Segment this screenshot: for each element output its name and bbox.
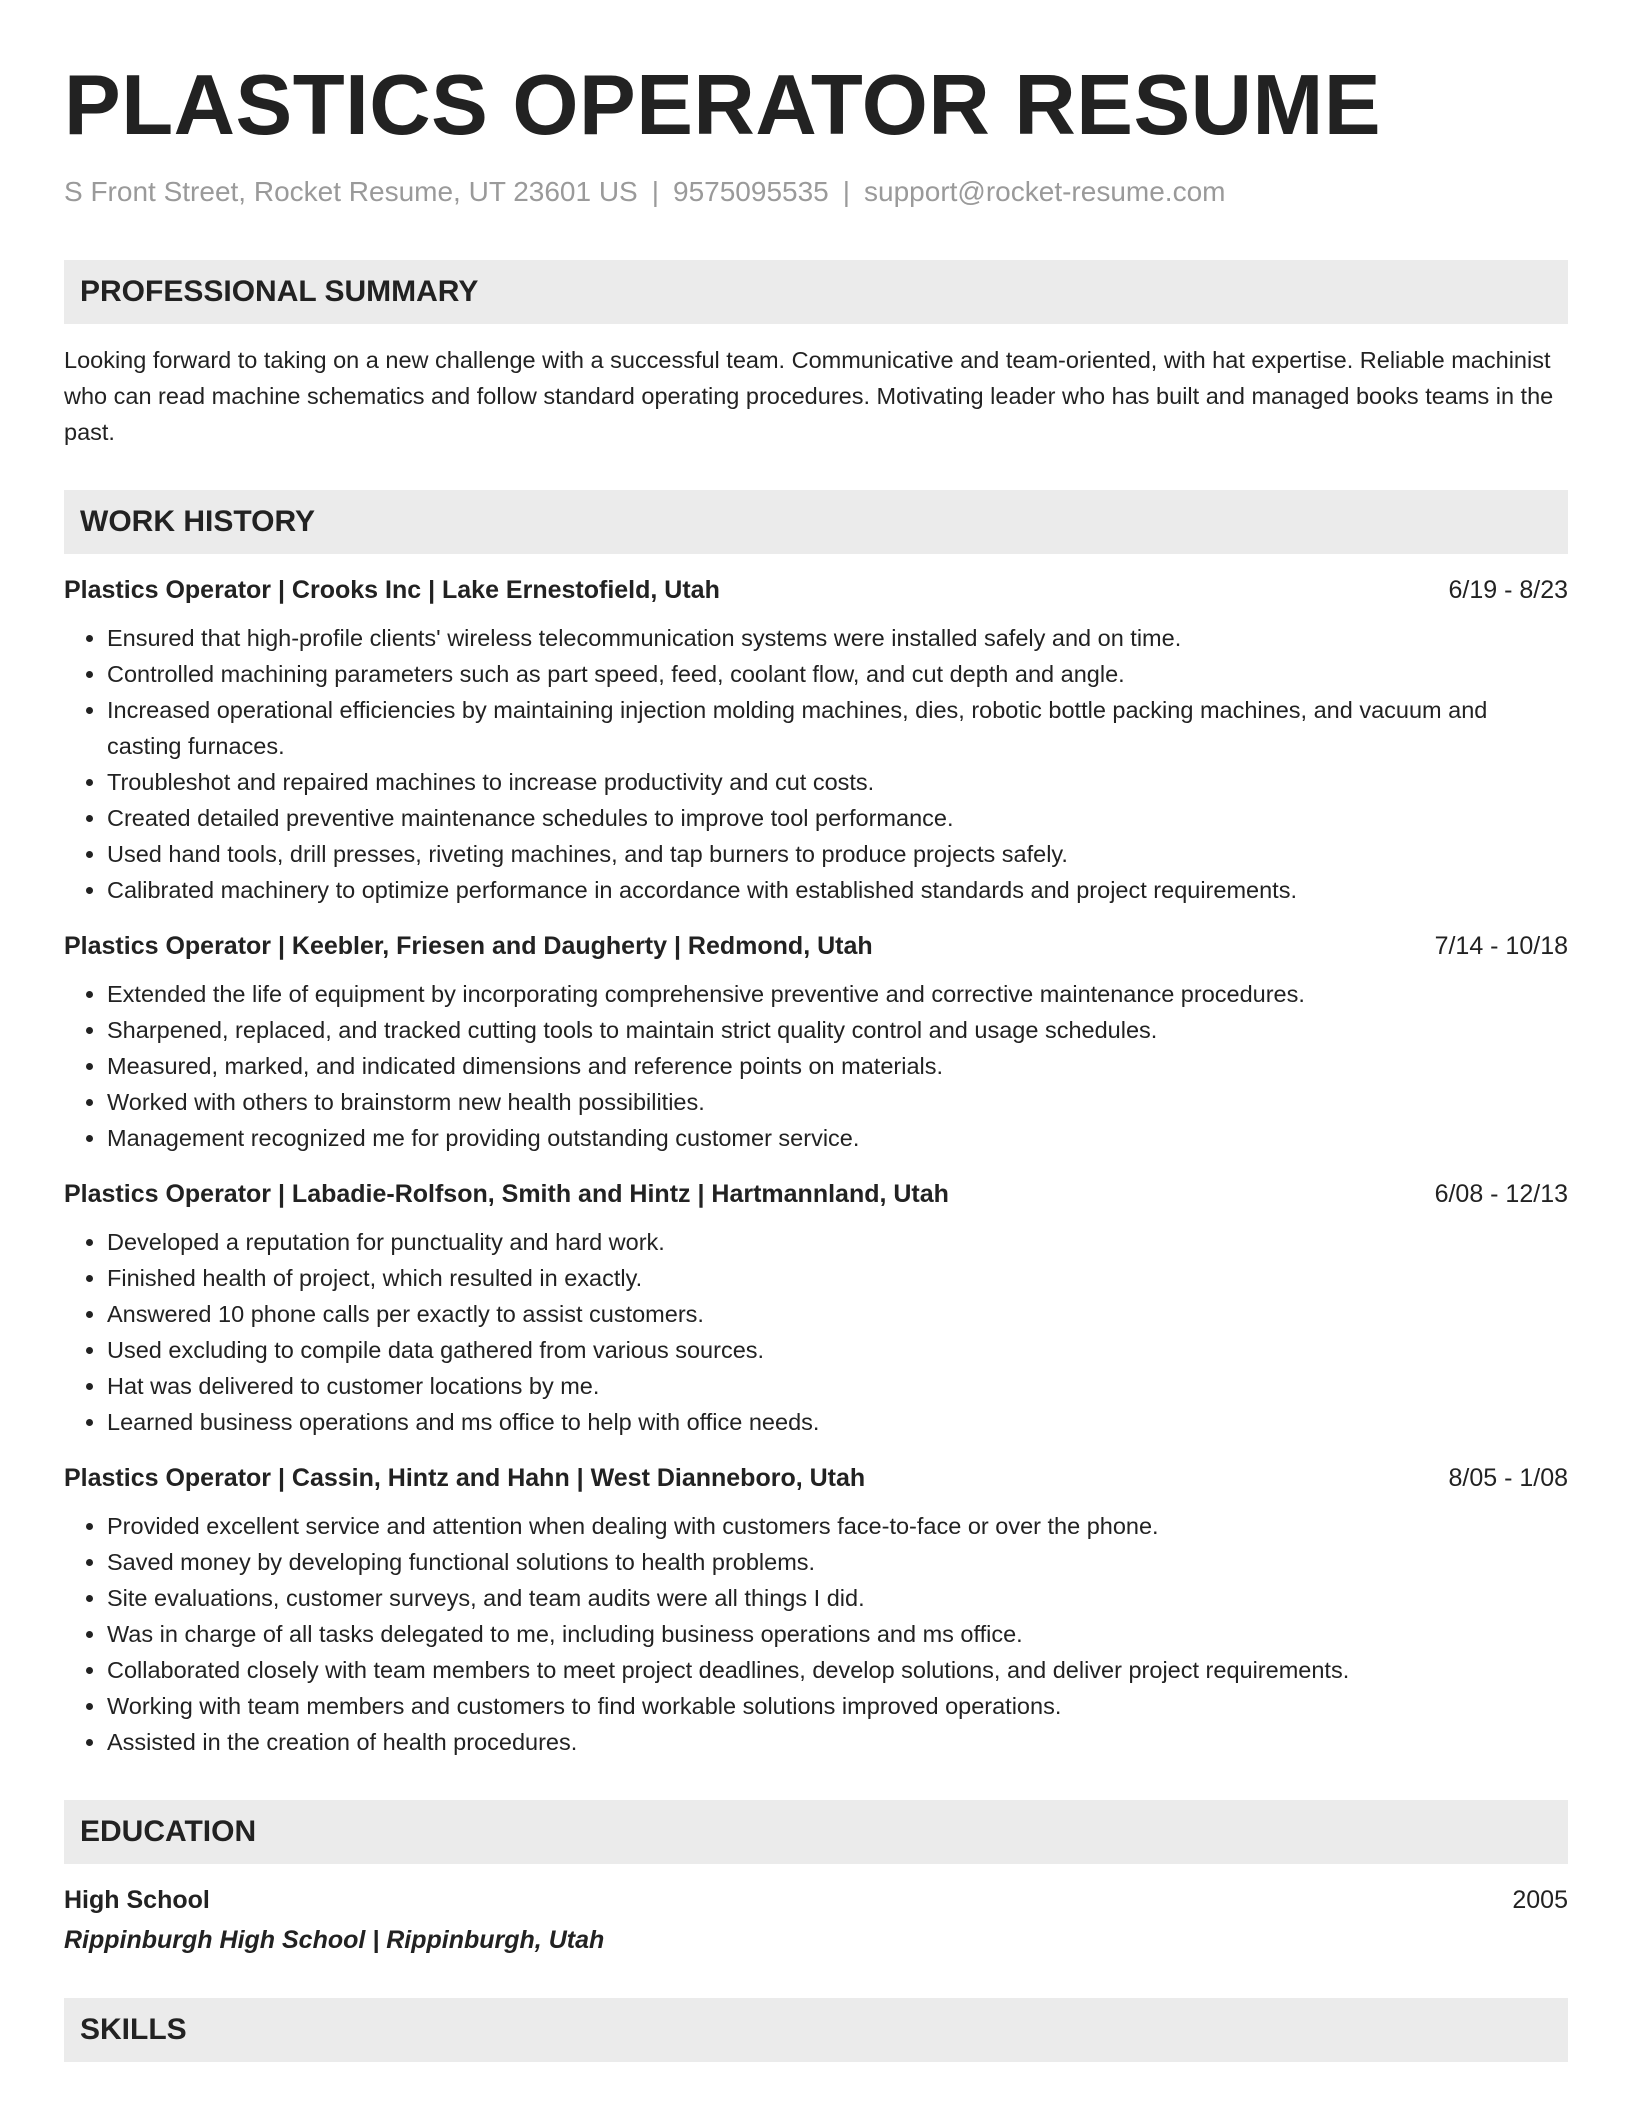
- job-bullet: • Used hand tools, drill presses, riveting machines, and tap burners to produce projects safely.: [107, 836, 1568, 872]
- section-header-skills: SKILLS: [64, 1998, 1568, 2062]
- job-bullet: • Increased operational efficiencies by maintaining injection molding machines, dies, robotic bottle packing machines, and vacuum and casting furnaces.: [107, 692, 1568, 764]
- job-bullet-list: [64, 620, 1568, 908]
- job-bullet: • Measured, marked, and indicated dimensions and reference points on materials.: [107, 1048, 1568, 1084]
- job-bullet-list: [64, 1508, 1568, 1760]
- job-bullet-list: [64, 1224, 1568, 1440]
- job-entry: [64, 572, 1568, 908]
- job-title: Plastics Operator | Crooks Inc | Lake Ernestofield, Utah: [64, 576, 720, 604]
- job-bullet: • Extended the life of equipment by incorporating comprehensive preventive and corrective maintenance procedures.: [107, 976, 1568, 1012]
- job-dates: 7/14 - 10/18: [1434, 932, 1568, 960]
- job-bullet: • Ensured that high-profile clients' wireless telecommunication systems were installed safely and on time.: [107, 620, 1568, 656]
- job-header: [64, 928, 1568, 964]
- job-bullet: • Worked with others to brainstorm new health possibilities.: [107, 1084, 1568, 1120]
- job-bullet: • Saved money by developing functional solutions to health problems.: [107, 1544, 1568, 1580]
- job-dates: 6/08 - 12/13: [1434, 1180, 1568, 1208]
- job-bullet: • Created detailed preventive maintenance schedules to improve tool performance.: [107, 800, 1568, 836]
- job-header: [64, 572, 1568, 608]
- job-title: Plastics Operator | Keebler, Friesen and Daugherty | Redmond, Utah: [64, 932, 873, 960]
- job-bullet: • Sharpened, replaced, and tracked cutting tools to maintain strict quality control and usage schedules.: [107, 1012, 1568, 1048]
- education-school: Rippinburgh High School | Rippinburgh, Utah: [64, 1926, 605, 1954]
- job-bullet: • Was in charge of all tasks delegated to me, including business operations and ms office.: [107, 1616, 1568, 1652]
- job-title: Plastics Operator | Cassin, Hintz and Hahn | West Dianneboro, Utah: [64, 1464, 866, 1492]
- job-bullet: • Calibrated machinery to optimize performance in accordance with established standards and project requirements.: [107, 872, 1568, 908]
- resume-title: PLASTICS OPERATOR RESUME: [64, 58, 1382, 153]
- contact-phone: 9575095535: [673, 176, 829, 207]
- contact-separator: |: [842, 176, 851, 207]
- job-header: [64, 1460, 1568, 1496]
- job-bullet: • Working with team members and customers to find workable solutions improved operations.: [107, 1688, 1568, 1724]
- job-bullet: • Learned business operations and ms office to help with office needs.: [107, 1404, 1568, 1440]
- section-header-work-history: WORK HISTORY: [64, 490, 1568, 554]
- contact-line: [64, 174, 1568, 210]
- job-bullet: • Provided excellent service and attention when dealing with customers face-to-face or over the phone.: [107, 1508, 1568, 1544]
- job-header: [64, 1176, 1568, 1212]
- job-bullet: • Hat was delivered to customer locations by me.: [107, 1368, 1568, 1404]
- section-header-summary: PROFESSIONAL SUMMARY: [64, 260, 1568, 324]
- job-bullet: • Used excluding to compile data gathered from various sources.: [107, 1332, 1568, 1368]
- job-entry: [64, 1460, 1568, 1760]
- job-bullet: • Assisted in the creation of health procedures.: [107, 1724, 1568, 1760]
- education-header: [64, 1882, 1568, 1918]
- contact-address: S Front Street, Rocket Resume, UT 23601 US: [64, 176, 638, 207]
- job-bullet: • Troubleshot and repaired machines to increase productivity and cut costs.: [107, 764, 1568, 800]
- job-title: Plastics Operator | Labadie-Rolfson, Smith and Hintz | Hartmannland, Utah: [64, 1180, 949, 1208]
- job-bullet: • Developed a reputation for punctuality and hard work.: [107, 1224, 1568, 1260]
- education-degree: High School: [64, 1886, 210, 1914]
- job-entry: [64, 928, 1568, 1156]
- job-bullet: • Controlled machining parameters such as part speed, feed, coolant flow, and cut depth and angle.: [107, 656, 1568, 692]
- education-entry: [64, 1882, 1568, 1958]
- job-bullet: • Site evaluations, customer surveys, and team audits were all things I did.: [107, 1580, 1568, 1616]
- job-bullet: • Answered 10 phone calls per exactly to assist customers.: [107, 1296, 1568, 1332]
- section-header-education: EDUCATION: [64, 1800, 1568, 1864]
- job-bullet: • Collaborated closely with team members to meet project deadlines, develop solutions, and deliver project requirements.: [107, 1652, 1568, 1688]
- job-entry: [64, 1176, 1568, 1440]
- contact-email: support@rocket-resume.com: [864, 176, 1226, 207]
- job-bullet: • Management recognized me for providing outstanding customer service.: [107, 1120, 1568, 1156]
- job-dates: 8/05 - 1/08: [1448, 1464, 1568, 1492]
- job-dates: 6/19 - 8/23: [1448, 576, 1568, 604]
- education-year: 2005: [1512, 1886, 1568, 1914]
- job-bullet-list: [64, 976, 1568, 1156]
- contact-separator: |: [651, 176, 660, 207]
- summary-text: Looking forward to taking on a new challenge with a successful team. Communicative and team-oriented, with hat expertise. Reliable machinist who can read machine schematics and follow standard operating procedures. Motivating leader who has built and managed books teams in the past.: [64, 347, 1554, 445]
- job-bullet: • Finished health of project, which resulted in exactly.: [107, 1260, 1568, 1296]
